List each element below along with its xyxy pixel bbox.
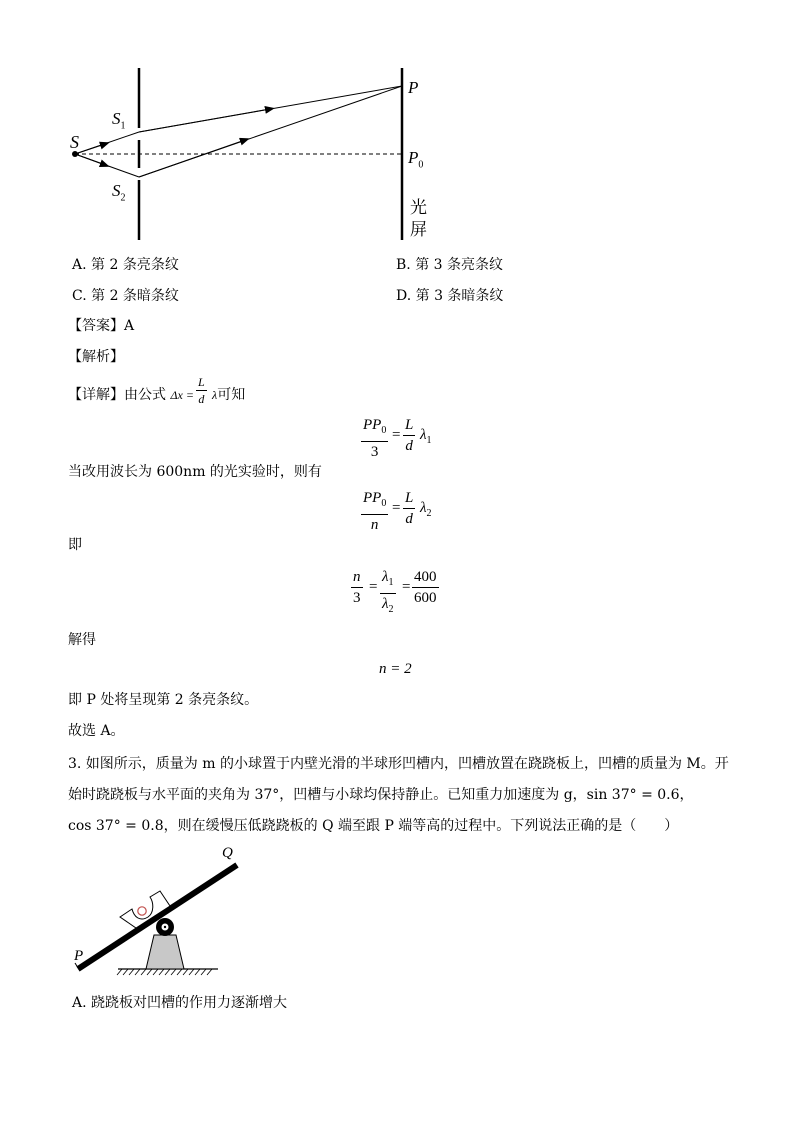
small-ball <box>138 907 146 915</box>
text-choose: 故选 A。 <box>68 723 125 739</box>
label-p-seesaw: P <box>74 948 84 964</box>
eq3-mid: $\frac{\lambda_1}{\lambda_2}$ <box>382 569 394 615</box>
label-s1: $S_1$ <box>112 109 126 132</box>
support-stand <box>146 935 184 969</box>
ray-s-s2-arrow <box>75 154 105 165</box>
text-600nm: 当改用波长为 600nm 的光实验时，则有 <box>68 464 322 480</box>
q3-option-a: A. 跷跷板对凹槽的作用力逐渐增大 <box>72 995 288 1011</box>
detail-suffix: λ可知 <box>212 387 246 403</box>
label-s: S <box>70 132 79 152</box>
eq1-lhs: $\frac{PP_0}{3}$ <box>363 417 387 460</box>
option-b: B. 第 3 条亮条纹 <box>396 257 503 273</box>
eq1-lambda: $\lambda_1$ <box>420 427 432 446</box>
label-q: Q <box>222 845 233 861</box>
pivot-center <box>164 926 166 928</box>
eq3-lhs: $\frac{n}{3}$ <box>353 569 361 606</box>
option-c: C. 第 2 条暗条纹 <box>72 288 179 304</box>
ground-hatch <box>117 969 212 975</box>
screen-label-2: 屏 <box>410 220 427 240</box>
eq1-equals: = <box>392 427 401 443</box>
analysis-label: 【解析】 <box>68 349 124 365</box>
option-a: A. 第 2 条亮条纹 <box>72 257 179 273</box>
eq2-rhs: $\frac{L}{d}$ <box>405 490 414 527</box>
label-p: P <box>408 78 419 97</box>
ray-s1-p-arrow <box>139 109 270 132</box>
eq2-equals: = <box>392 500 401 516</box>
text-ji: 即 <box>68 537 82 553</box>
screen-label-1: 光 <box>410 198 427 218</box>
eq2-lambda: $\lambda_2$ <box>420 500 432 519</box>
text-result: 即 P 处将呈现第 2 条亮条纹。 <box>68 692 259 708</box>
label-s2: $S_2$ <box>112 181 126 204</box>
eq2-lhs: $\frac{PP_0}{n}$ <box>363 490 387 533</box>
double-slit-diagram <box>60 60 440 245</box>
text-jiede: 解得 <box>68 632 96 648</box>
answer-line: 【答案】A <box>68 318 135 334</box>
q3-line-1: 3. 如图所示，质量为 m 的小球置于内壁光滑的半球形凹槽内，凹槽放置在跷跷板上，凹槽的质量为 M。开 <box>68 756 729 772</box>
ray-s2-p-arrow <box>139 140 245 177</box>
eq3-equals-1: = <box>369 579 378 595</box>
eq1-rhs: $\frac{L}{d}$ <box>405 417 414 454</box>
ray-s-s1-arrow <box>75 144 105 154</box>
detail-line: 【详解】由公式 Δx = <box>68 387 194 403</box>
option-d: D. 第 3 条暗条纹 <box>396 288 504 304</box>
detail-formula-fraction: $\frac{L}{d}$ <box>198 375 205 406</box>
q3-line-2: 始时跷跷板与水平面的夹角为 37°，凹槽与小球均保持静止。已知重力加速度为 g，sin 37° = 0.6， <box>68 787 694 803</box>
eq4: n = 2 <box>379 661 412 677</box>
eq3-rhs: $\frac{400}{600}$ <box>414 569 437 606</box>
label-p0: $P_0$ <box>408 148 424 171</box>
eq3-equals-2: = <box>402 579 411 595</box>
q3-line-3: cos 37° = 0.8，则在缓慢压低跷跷板的 Q 端至跟 P 端等高的过程中。下列说法正确的是（ ） <box>68 818 679 834</box>
seesaw-diagram <box>70 845 250 980</box>
